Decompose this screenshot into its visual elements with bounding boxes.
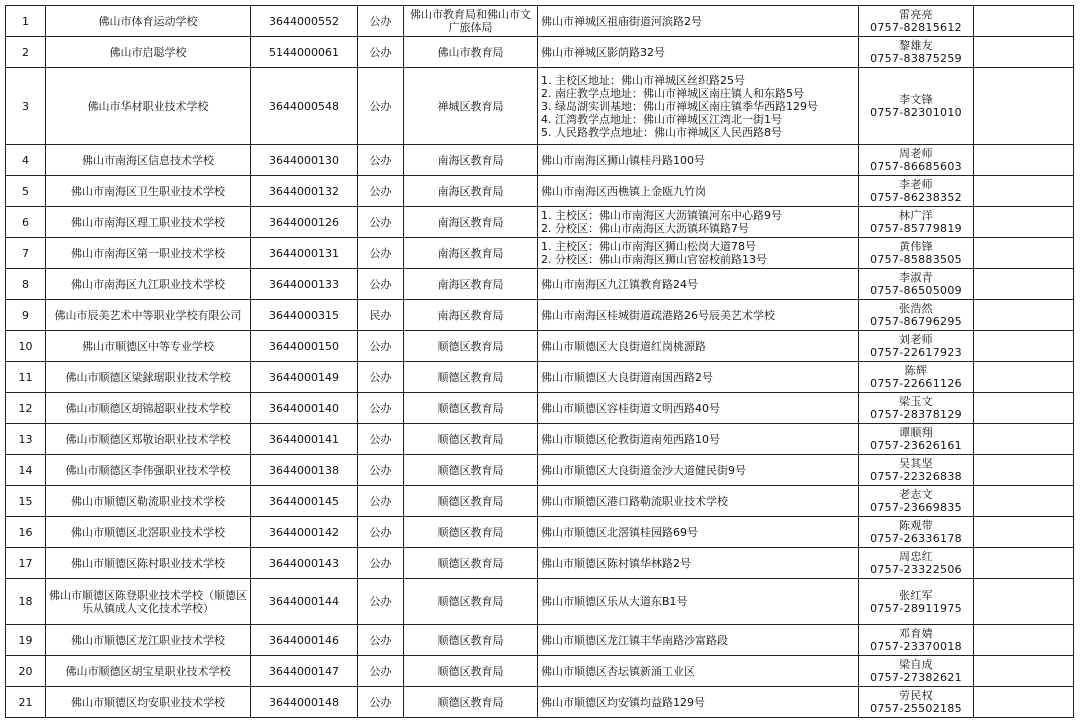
row-number: 21 <box>6 687 46 718</box>
empty-cell <box>974 424 1074 455</box>
contact-phone: 0757-82815612 <box>870 21 962 34</box>
school-name: 佛山市南海区第一职业技术学校 <box>46 238 251 269</box>
school-code: 3644000150 <box>251 331 358 362</box>
contact-phone: 0757-23370018 <box>870 640 962 653</box>
school-address <box>538 548 859 579</box>
school-code: 3644000143 <box>251 548 358 579</box>
school-type: 公办 <box>358 6 404 37</box>
empty-cell <box>974 687 1074 718</box>
contact-cell <box>859 331 974 362</box>
table-row <box>6 548 1074 579</box>
school-name: 佛山市顺德区陈登职业技术学校（顺德区乐从镇成人文化技术学校） <box>46 579 251 625</box>
address-line: 佛山市顺德区港口路勒流职业技术学校 <box>541 494 728 508</box>
row-number: 18 <box>6 579 46 625</box>
school-address <box>538 145 859 176</box>
table-row <box>6 37 1074 68</box>
school-code: 3644000552 <box>251 6 358 37</box>
row-number: 12 <box>6 393 46 424</box>
school-table <box>5 5 1074 718</box>
contact-phone: 0757-28378129 <box>870 408 962 421</box>
table-row <box>6 625 1074 656</box>
empty-cell <box>974 269 1074 300</box>
address-line: 佛山市南海区九江镇教育路24号 <box>541 277 698 291</box>
contact-person: 邓育婧 <box>899 627 933 640</box>
education-bureau: 顺德区教育局 <box>404 362 538 393</box>
education-bureau: 顺德区教育局 <box>404 625 538 656</box>
contact-phone: 0757-25502185 <box>870 702 962 715</box>
address-line: 佛山市顺德区大良街道金沙大道健民街9号 <box>541 463 746 477</box>
empty-cell <box>974 656 1074 687</box>
education-bureau: 南海区教育局 <box>404 269 538 300</box>
table-row <box>6 331 1074 362</box>
school-address <box>538 269 859 300</box>
contact-phone: 0757-23626161 <box>870 439 962 452</box>
contact-person: 周老师 <box>899 147 933 160</box>
school-address <box>538 455 859 486</box>
row-number: 3 <box>6 68 46 145</box>
school-type: 公办 <box>358 238 404 269</box>
school-code: 3644000131 <box>251 238 358 269</box>
address-line: 佛山市顺德区陈村镇华林路2号 <box>541 556 691 570</box>
address-line: 2. 分校区：佛山市南海区狮山官窑校前路13号 <box>541 253 767 266</box>
school-name: 佛山市顺德区陈村职业技术学校 <box>46 548 251 579</box>
row-number: 6 <box>6 207 46 238</box>
contact-person: 李文锋 <box>899 93 933 106</box>
contact-person: 黄伟锋 <box>899 240 933 253</box>
table-row <box>6 6 1074 37</box>
contact-person: 黎雄友 <box>899 39 933 52</box>
contact-cell <box>859 6 974 37</box>
contact-person: 李老师 <box>899 178 933 191</box>
address-line: 佛山市顺德区杏坛镇新涌工业区 <box>541 664 695 678</box>
empty-cell <box>974 625 1074 656</box>
table-row <box>6 145 1074 176</box>
contact-phone: 0757-83875259 <box>870 52 962 65</box>
empty-cell <box>974 393 1074 424</box>
school-code: 3644000133 <box>251 269 358 300</box>
contact-person: 林广洋 <box>899 209 933 222</box>
contact-cell <box>859 517 974 548</box>
address-line: 佛山市禅城区影荫路32号 <box>541 45 665 59</box>
empty-cell <box>974 517 1074 548</box>
school-type: 公办 <box>358 145 404 176</box>
contact-person: 刘老师 <box>899 333 933 346</box>
school-type: 公办 <box>358 37 404 68</box>
empty-cell <box>974 548 1074 579</box>
school-code: 3644000149 <box>251 362 358 393</box>
address-line: 佛山市顺德区大良街道红岗桃源路 <box>541 339 706 353</box>
empty-cell <box>974 579 1074 625</box>
contact-cell <box>859 145 974 176</box>
school-code: 3644000148 <box>251 687 358 718</box>
school-code: 3644000141 <box>251 424 358 455</box>
school-name: 佛山市顺德区胡宝星职业技术学校 <box>46 656 251 687</box>
school-type: 公办 <box>358 176 404 207</box>
school-name: 佛山市启聪学校 <box>46 37 251 68</box>
contact-phone: 0757-28911975 <box>870 601 962 615</box>
address-line: 佛山市顺德区乐从大道东B1号 <box>541 595 688 608</box>
education-bureau: 顺德区教育局 <box>404 486 538 517</box>
school-address <box>538 176 859 207</box>
address-line: 佛山市顺德区均安镇均益路129号 <box>541 695 705 709</box>
education-bureau: 顺德区教育局 <box>404 331 538 362</box>
school-name: 佛山市体育运动学校 <box>46 6 251 37</box>
school-type: 公办 <box>358 68 404 145</box>
contact-cell <box>859 687 974 718</box>
school-name: 佛山市华材职业技术学校 <box>46 68 251 145</box>
contact-cell <box>859 207 974 238</box>
contact-cell <box>859 579 974 625</box>
education-bureau: 南海区教育局 <box>404 300 538 331</box>
school-type: 公办 <box>358 656 404 687</box>
school-type: 公办 <box>358 579 404 625</box>
table-row <box>6 68 1074 145</box>
empty-cell <box>974 455 1074 486</box>
contact-cell <box>859 625 974 656</box>
table-row <box>6 687 1074 718</box>
school-code: 3644000145 <box>251 486 358 517</box>
contact-cell <box>859 269 974 300</box>
table-row <box>6 207 1074 238</box>
address-line: 佛山市南海区西樵镇上金瓯九竹岗 <box>541 184 706 198</box>
school-address <box>538 207 859 238</box>
contact-phone: 0757-86685603 <box>870 160 962 173</box>
school-address <box>538 300 859 331</box>
school-address <box>538 6 859 37</box>
row-number: 10 <box>6 331 46 362</box>
row-number: 1 <box>6 6 46 37</box>
empty-cell <box>974 207 1074 238</box>
school-type: 公办 <box>358 548 404 579</box>
school-type: 公办 <box>358 207 404 238</box>
contact-phone: 0757-23669835 <box>870 501 962 514</box>
table-row <box>6 393 1074 424</box>
address-line: 佛山市顺德区龙江镇丰华南路沙富路段 <box>541 633 728 647</box>
school-name: 佛山市南海区信息技术学校 <box>46 145 251 176</box>
school-code: 3644000147 <box>251 656 358 687</box>
empty-cell <box>974 300 1074 331</box>
empty-cell <box>974 68 1074 145</box>
table-body <box>6 6 1074 718</box>
school-type: 公办 <box>358 424 404 455</box>
table-row <box>6 455 1074 486</box>
table-row <box>6 424 1074 455</box>
school-address <box>538 238 859 269</box>
address-line: 5. 人民路教学点地址：佛山市禅城区人民西路8号 <box>541 125 782 139</box>
contact-phone: 0757-85883505 <box>870 253 962 266</box>
education-bureau: 南海区教育局 <box>404 207 538 238</box>
education-bureau: 南海区教育局 <box>404 238 538 269</box>
contact-person: 劳民权 <box>899 689 933 702</box>
school-address <box>538 517 859 548</box>
contact-cell <box>859 486 974 517</box>
table-row <box>6 300 1074 331</box>
row-number: 19 <box>6 625 46 656</box>
education-bureau: 禅城区教育局 <box>404 68 538 145</box>
education-bureau: 顺德区教育局 <box>404 393 538 424</box>
row-number: 16 <box>6 517 46 548</box>
school-name: 佛山市南海区理工职业技术学校 <box>46 207 251 238</box>
school-name: 佛山市顺德区中等专业学校 <box>46 331 251 362</box>
empty-cell <box>974 486 1074 517</box>
contact-cell <box>859 656 974 687</box>
school-name: 佛山市南海区卫生职业技术学校 <box>46 176 251 207</box>
empty-cell <box>974 145 1074 176</box>
education-bureau: 南海区教育局 <box>404 176 538 207</box>
contact-cell <box>859 455 974 486</box>
school-type: 公办 <box>358 269 404 300</box>
table-row <box>6 269 1074 300</box>
contact-cell <box>859 548 974 579</box>
row-number: 11 <box>6 362 46 393</box>
education-bureau: 南海区教育局 <box>404 145 538 176</box>
school-address <box>538 424 859 455</box>
contact-person: 老志文 <box>899 488 933 501</box>
school-code: 5144000061 <box>251 37 358 68</box>
row-number: 4 <box>6 145 46 176</box>
school-code: 3644000138 <box>251 455 358 486</box>
empty-cell <box>974 6 1074 37</box>
education-bureau: 顺德区教育局 <box>404 656 538 687</box>
address-line: 2. 分校区：佛山市南海区大沥镇环镇路7号 <box>541 222 749 235</box>
school-address <box>538 687 859 718</box>
contact-cell <box>859 362 974 393</box>
address-line: 佛山市顺德区容桂街道文明西路40号 <box>541 401 720 415</box>
empty-cell <box>974 331 1074 362</box>
school-code: 3644000140 <box>251 393 358 424</box>
school-address <box>538 486 859 517</box>
contact-cell <box>859 238 974 269</box>
school-address <box>538 331 859 362</box>
school-address <box>538 393 859 424</box>
education-bureau: 顺德区教育局 <box>404 579 538 625</box>
address-line: 佛山市顺德区大良街道南国西路2号 <box>541 370 713 384</box>
contact-phone: 0757-22661126 <box>870 377 962 390</box>
contact-person: 张浩然 <box>899 302 933 315</box>
contact-phone: 0757-82301010 <box>870 106 962 119</box>
school-type: 公办 <box>358 517 404 548</box>
school-type: 公办 <box>358 331 404 362</box>
contact-cell <box>859 68 974 145</box>
contact-phone: 0757-22326838 <box>870 470 962 483</box>
school-name: 佛山市顺德区胡锦超职业技术学校 <box>46 393 251 424</box>
contact-person: 陈辉 <box>904 364 928 377</box>
school-name: 佛山市顺德区北滘职业技术学校 <box>46 517 251 548</box>
contact-person: 雷亮亮 <box>899 8 933 21</box>
education-bureau: 顺德区教育局 <box>404 687 538 718</box>
address-line: 佛山市顺德区北滘镇桂园路69号 <box>541 525 698 539</box>
school-code: 3644000130 <box>251 145 358 176</box>
address-line: 佛山市南海区桂城街道疏港路26号辰美艺术学校 <box>541 308 775 322</box>
school-type: 公办 <box>358 486 404 517</box>
school-name: 佛山市顺德区梁銶琚职业技术学校 <box>46 362 251 393</box>
row-number: 8 <box>6 269 46 300</box>
contact-phone: 0757-86238352 <box>870 191 962 204</box>
education-bureau: 顺德区教育局 <box>404 517 538 548</box>
contact-person: 陈观带 <box>899 519 933 532</box>
contact-phone: 0757-26336178 <box>870 532 962 545</box>
education-bureau: 佛山市教育局和佛山市文广旅体局 <box>404 6 538 37</box>
school-address <box>538 362 859 393</box>
empty-cell <box>974 37 1074 68</box>
contact-person: 梁玉文 <box>899 395 933 408</box>
contact-phone: 0757-27382621 <box>870 671 962 684</box>
row-number: 7 <box>6 238 46 269</box>
school-code: 3644000142 <box>251 517 358 548</box>
address-line: 佛山市禅城区祖庙街道河滨路2号 <box>541 14 702 28</box>
education-bureau: 顺德区教育局 <box>404 455 538 486</box>
school-code: 3644000126 <box>251 207 358 238</box>
school-name: 佛山市顺德区郑敬诒职业技术学校 <box>46 424 251 455</box>
table-row <box>6 517 1074 548</box>
table-row <box>6 362 1074 393</box>
address-line: 3. 绿岛湖实训基地：佛山市禅城区南庄镇季华西路129号 <box>541 99 818 113</box>
address-line: 佛山市南海区狮山镇桂丹路100号 <box>541 153 705 167</box>
contact-person: 张红军 <box>899 588 933 602</box>
address-line: 佛山市顺德区伦教街道南苑西路10号 <box>541 432 720 446</box>
contact-person: 李淑青 <box>899 271 933 284</box>
school-name: 佛山市辰美艺术中等职业学校有限公司 <box>46 300 251 331</box>
row-number: 2 <box>6 37 46 68</box>
row-number: 17 <box>6 548 46 579</box>
contact-phone: 0757-23322506 <box>870 563 962 576</box>
row-number: 9 <box>6 300 46 331</box>
address-line: 2. 南庄教学点地址：佛山市禅城区南庄镇人和东路5号 <box>541 86 804 100</box>
school-address <box>538 579 859 625</box>
address-line: 1. 主校区：佛山市南海区狮山松岗大道78号 <box>541 240 756 253</box>
school-code: 3644000548 <box>251 68 358 145</box>
row-number: 20 <box>6 656 46 687</box>
school-address <box>538 656 859 687</box>
empty-cell <box>974 362 1074 393</box>
contact-person: 周忠红 <box>899 550 933 563</box>
school-type: 公办 <box>358 455 404 486</box>
contact-cell <box>859 300 974 331</box>
school-type: 公办 <box>358 625 404 656</box>
table-row <box>6 238 1074 269</box>
table-row <box>6 656 1074 687</box>
table-row <box>6 579 1074 625</box>
row-number: 14 <box>6 455 46 486</box>
school-address <box>538 37 859 68</box>
contact-phone: 0757-85779819 <box>870 222 962 235</box>
school-code: 3644000146 <box>251 625 358 656</box>
education-bureau: 佛山市教育局 <box>404 37 538 68</box>
school-name: 佛山市顺德区勒流职业技术学校 <box>46 486 251 517</box>
school-type: 民办 <box>358 300 404 331</box>
school-address <box>538 625 859 656</box>
school-name: 佛山市顺德区均安职业技术学校 <box>46 687 251 718</box>
school-type: 公办 <box>358 362 404 393</box>
contact-person: 谭顺翔 <box>899 426 933 439</box>
empty-cell <box>974 176 1074 207</box>
school-code: 3644000132 <box>251 176 358 207</box>
school-type: 公办 <box>358 687 404 718</box>
school-code: 3644000144 <box>251 579 358 625</box>
contact-phone: 0757-86796295 <box>870 315 962 328</box>
school-name: 佛山市顺德区龙江职业技术学校 <box>46 625 251 656</box>
school-code: 3644000315 <box>251 300 358 331</box>
contact-person: 吴其坚 <box>899 457 933 470</box>
contact-cell <box>859 176 974 207</box>
school-address <box>538 68 859 145</box>
address-line: 4. 江湾教学点地址：佛山市禅城区江湾北一街1号 <box>541 112 782 126</box>
contact-phone: 0757-86505009 <box>870 284 962 297</box>
contact-phone: 0757-22617923 <box>870 346 962 359</box>
row-number: 15 <box>6 486 46 517</box>
school-type: 公办 <box>358 393 404 424</box>
contact-person: 梁自成 <box>899 658 933 671</box>
empty-cell <box>974 238 1074 269</box>
education-bureau: 顺德区教育局 <box>404 424 538 455</box>
address-line: 1. 主校区：佛山市南海区大沥镇镇河东中心路9号 <box>541 209 782 222</box>
address-line: 1. 主校区地址：佛山市禅城区丝织路25号 <box>541 73 745 87</box>
education-bureau: 顺德区教育局 <box>404 548 538 579</box>
row-number: 5 <box>6 176 46 207</box>
school-name: 佛山市顺德区李伟强职业技术学校 <box>46 455 251 486</box>
contact-cell <box>859 393 974 424</box>
school-name: 佛山市南海区九江职业技术学校 <box>46 269 251 300</box>
table-row <box>6 176 1074 207</box>
contact-cell <box>859 424 974 455</box>
row-number: 13 <box>6 424 46 455</box>
contact-cell <box>859 37 974 68</box>
table-row <box>6 486 1074 517</box>
